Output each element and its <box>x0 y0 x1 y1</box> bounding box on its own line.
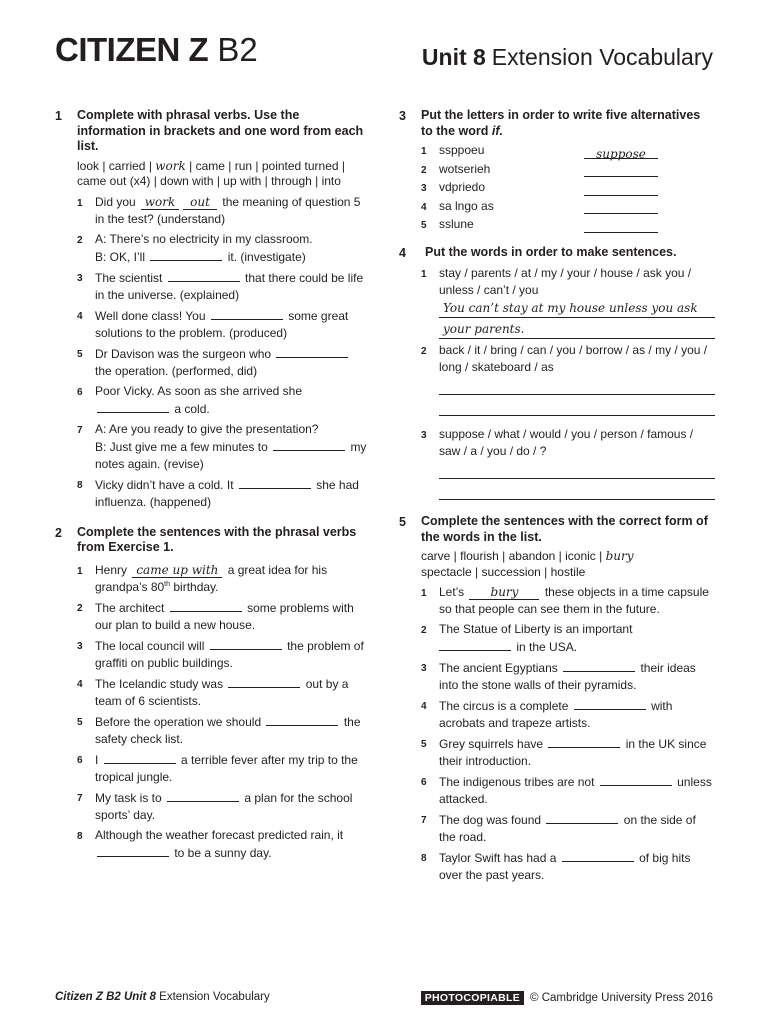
item-text: Well done class! You <box>95 308 206 323</box>
word-prompt: stay / parents / at / my / your / house / ask you / unless / can’t / you <box>439 266 692 297</box>
item-number: 8 <box>421 853 427 864</box>
item-text: Let’s <box>439 585 465 599</box>
item-text: the meaning of question 5 in the test? (understand) <box>95 194 361 226</box>
exercise-3 <box>399 108 715 233</box>
exercise-4 <box>399 245 715 501</box>
list-item <box>77 476 367 511</box>
item-text: Although the weather forecast predicted rain, it <box>95 827 344 842</box>
item-number: 1 <box>421 269 427 280</box>
exercise-title-text: Put the letters in order to write five alternatives to the word <box>421 108 701 138</box>
exercise-number: 3 <box>399 109 406 123</box>
item-text: the operation. (performed, did) <box>95 363 258 378</box>
list-item <box>421 142 715 159</box>
item-text: some problems with our plan to build a new house. <box>95 600 354 632</box>
list-item <box>421 811 715 846</box>
item-number: 7 <box>421 815 427 826</box>
exercise-title: Complete the sentences with the correct form of the words in the list. <box>421 514 708 544</box>
scrambled-word: sslune <box>439 217 474 231</box>
exercise-title: Put the words in order to make sentences. <box>425 244 677 259</box>
list-item <box>421 735 715 770</box>
answer-field[interactable] <box>584 201 658 214</box>
answer-blank[interactable] <box>574 697 646 710</box>
answer-field[interactable]: work <box>141 196 179 210</box>
list-item <box>421 697 715 732</box>
answer-field[interactable]: suppose <box>584 146 658 159</box>
item-text: in the UK since their introduction. <box>439 737 707 768</box>
item-text: My task is to <box>95 790 162 805</box>
exercise-2 <box>55 525 367 862</box>
item-number: 2 <box>421 164 427 176</box>
item-text: out by a team of 6 scientists. <box>95 676 349 708</box>
item-number: 1 <box>77 197 83 209</box>
answer-blank[interactable] <box>150 248 222 261</box>
item-number: 3 <box>77 272 83 284</box>
item-text: a great idea for his grandpa’s 80 <box>95 562 328 594</box>
scrambled-word: wotserieh <box>439 161 491 176</box>
list-item <box>421 198 715 215</box>
item-text: Dr Davison was the surgeon who <box>95 346 272 361</box>
left-column <box>55 108 367 872</box>
word-list-used-word: work <box>155 158 186 173</box>
answer-blank[interactable] <box>266 713 338 726</box>
footer-right <box>421 991 713 1005</box>
item-number: 2 <box>77 602 83 614</box>
word-prompt: suppose / what / would / you / person / famous / saw / a / you / do / ? <box>439 427 694 458</box>
exercise-number: 1 <box>55 109 62 123</box>
item-text: the safety check list. <box>95 714 361 746</box>
item-text: some great solutions to the problem. (produced) <box>95 308 349 340</box>
item-text: Henry <box>95 562 128 577</box>
item-text: their ideas into the stone walls of their pyramids. <box>439 661 696 692</box>
list-item <box>77 194 367 228</box>
item-text: my notes again. (revise) <box>95 439 367 471</box>
item-number: 7 <box>77 792 83 804</box>
unit-heading <box>422 42 713 72</box>
item-number: 6 <box>77 754 83 766</box>
word-list-used-word: bury <box>605 549 634 563</box>
answer-line[interactable] <box>439 460 715 479</box>
item-text: Poor Vicky. As soon as she arrived she <box>95 383 302 398</box>
answer-blank[interactable] <box>211 307 283 320</box>
item-number: 2 <box>77 234 83 246</box>
item-text: on the side of the road. <box>439 813 696 844</box>
item-text: The Icelandic study was <box>95 676 224 691</box>
list-item <box>77 713 367 748</box>
scrambled-word: sa lngo as <box>439 198 494 213</box>
item-text: The architect <box>95 600 165 615</box>
answer-line[interactable] <box>439 481 715 500</box>
item-text: The indigenous tribes are not <box>439 775 595 789</box>
item-text: of big hits over the past years. <box>439 851 691 882</box>
word-list <box>421 549 715 580</box>
answer-field[interactable]: came up with <box>132 564 222 578</box>
answer-blank[interactable] <box>239 476 311 489</box>
list-item <box>421 621 715 656</box>
item-text: unless attacked. <box>439 775 712 806</box>
item-text: the problem of graffiti on public buildings. <box>95 638 364 670</box>
superscript: th <box>164 580 171 588</box>
exercise-1 <box>55 108 367 511</box>
answer-field[interactable] <box>584 183 658 196</box>
item-text: The ancient Egyptians <box>439 661 558 675</box>
answer-blank[interactable] <box>97 400 169 413</box>
item-number: 6 <box>77 386 83 398</box>
answer-blank[interactable] <box>600 773 672 786</box>
word-list <box>77 159 367 190</box>
item-number: 2 <box>421 625 427 636</box>
item-number: 1 <box>421 146 427 157</box>
item-text: The circus is a complete <box>439 699 569 713</box>
exercise-5 <box>399 514 715 884</box>
answer-line[interactable]: your parents. <box>439 320 715 339</box>
list-item <box>421 161 715 178</box>
answer-blank[interactable] <box>546 811 618 824</box>
exercise-number: 5 <box>399 515 406 529</box>
item-number: 1 <box>77 565 83 577</box>
item-number: 4 <box>77 678 83 690</box>
item-text: Did you <box>95 194 136 209</box>
list-item <box>77 637 367 672</box>
item-number: 4 <box>421 201 427 213</box>
item-text: The dog was found <box>439 813 542 827</box>
exercise-number: 4 <box>399 245 406 260</box>
list-item <box>77 383 367 418</box>
item-text: a terrible fever after my trip to the tropical jungle. <box>95 752 358 784</box>
list-item <box>421 342 715 416</box>
item-text: to be a sunny day. <box>174 845 272 860</box>
item-text: with acrobats and trapeze artists. <box>439 699 673 730</box>
footer-book-unit: Citizen Z B2 Unit 8 <box>55 991 156 1003</box>
word-list-part: spectacle | succession | hostile <box>421 564 586 579</box>
word-list-part: | came | run | pointed turned | came out (x4) | down with | up with | through | into <box>77 158 346 188</box>
answer-field[interactable] <box>584 164 658 177</box>
answer-field[interactable] <box>584 220 658 233</box>
list-item <box>77 231 367 266</box>
item-text: I <box>95 752 99 767</box>
scrambled-word: vdpriedo <box>439 180 486 194</box>
exercise-number: 2 <box>55 525 62 540</box>
item-number: 5 <box>77 716 83 728</box>
answer-blank[interactable] <box>276 345 348 358</box>
list-item <box>421 584 715 618</box>
list-item <box>421 659 715 694</box>
answer-blank[interactable] <box>210 637 282 650</box>
footer-left <box>55 991 270 1003</box>
list-item <box>77 345 367 380</box>
list-item <box>421 179 715 196</box>
item-text: B: Just give me a few minutes to <box>95 439 268 454</box>
item-text: it. (investigate) <box>227 249 306 264</box>
exercise-title: Complete with phrasal verbs. Use the information in brackets and one word from each list. <box>77 108 364 153</box>
item-text: in the USA. <box>516 640 578 654</box>
item-number: 5 <box>77 348 83 360</box>
item-number: 5 <box>421 739 427 750</box>
unit-title: Extension Vocabulary <box>491 44 713 70</box>
brand-level: B2 <box>217 31 258 68</box>
scrambled-word: ssppoeu <box>439 143 485 157</box>
copyright-text: © Cambridge University Press 2016 <box>530 992 713 1004</box>
answer-line[interactable]: You can’t stay at my house unless you ask <box>439 299 715 318</box>
item-text: she had influenza. (happened) <box>95 477 359 509</box>
item-text: The scientist <box>95 270 163 285</box>
answer-field[interactable]: bury <box>469 586 539 600</box>
item-text: A: Are you ready to give the presentation? <box>95 421 319 436</box>
answer-blank[interactable] <box>167 789 239 802</box>
item-text: Grey squirrels have <box>439 737 544 751</box>
answer-field[interactable]: out <box>183 196 217 210</box>
answer-blank[interactable] <box>273 438 345 451</box>
unit-label: Unit 8 <box>421 44 486 70</box>
item-text: Before the operation we should <box>95 714 262 729</box>
footer-section: Extension Vocabulary <box>159 991 270 1003</box>
list-item <box>77 307 367 342</box>
list-item <box>77 421 367 473</box>
list-item <box>77 751 367 786</box>
item-text: a plan for the school sports’ day. <box>95 790 353 822</box>
item-number: 4 <box>77 310 83 322</box>
item-number: 8 <box>77 830 83 842</box>
item-number: 7 <box>77 424 83 436</box>
answer-blank[interactable] <box>562 849 634 862</box>
list-item <box>77 675 367 710</box>
photocopiable-badge: PHOTOCOPIABLE <box>421 991 524 1005</box>
answer-blank[interactable] <box>563 659 635 672</box>
list-item <box>421 849 715 884</box>
item-text: The Statue of Liberty is an important <box>439 622 633 636</box>
item-text: The local council will <box>95 638 205 653</box>
list-item <box>77 789 367 824</box>
answer-line[interactable] <box>439 376 715 395</box>
answer-blank[interactable] <box>228 675 300 688</box>
brand-name: CITIZEN Z <box>55 31 209 68</box>
item-text: A: There’s no electricity in my classroom. <box>95 231 313 246</box>
list-item <box>421 426 715 500</box>
brand-title <box>55 30 258 70</box>
word-list-part: look | carried | <box>77 158 152 173</box>
item-number: 3 <box>77 640 83 652</box>
item-number: 6 <box>421 777 427 788</box>
answer-blank[interactable] <box>439 638 511 651</box>
answer-blank[interactable] <box>170 599 242 612</box>
exercise-title-word: if. <box>491 123 503 138</box>
answer-line[interactable] <box>439 397 715 416</box>
answer-blank[interactable] <box>168 269 240 282</box>
item-text: birthday. <box>173 579 219 594</box>
item-number: 3 <box>421 183 427 194</box>
exercise-title: Complete the sentences with the phrasal verbs from Exercise 1. <box>77 524 357 554</box>
list-item <box>77 599 367 634</box>
item-text: Taylor Swift has had a <box>439 851 557 865</box>
list-item <box>421 773 715 808</box>
list-item <box>421 265 715 339</box>
item-number: 2 <box>421 346 427 357</box>
word-list-part: carve | flourish | abandon | iconic | <box>421 549 603 563</box>
item-number: 5 <box>421 220 427 231</box>
item-number: 1 <box>421 588 427 599</box>
item-text: B: OK, I’ll <box>95 249 146 264</box>
item-number: 4 <box>421 701 427 712</box>
item-text: a cold. <box>174 401 210 416</box>
list-item <box>77 827 367 862</box>
answer-blank[interactable] <box>104 751 176 764</box>
item-text: these objects in a time capsule so that people can see them in the future. <box>439 585 709 616</box>
list-item <box>421 216 715 233</box>
word-prompt: back / it / bring / can / you / borrow / as / my / you / long / skateboard / as <box>439 343 708 374</box>
item-number: 3 <box>421 663 427 674</box>
exercise-title <box>421 108 715 139</box>
answer-blank[interactable] <box>97 844 169 857</box>
answer-blank[interactable] <box>548 735 620 748</box>
list-item <box>77 269 367 304</box>
item-text: Vicky didn’t have a cold. It <box>95 477 234 492</box>
item-number: 3 <box>421 430 427 441</box>
item-number: 8 <box>77 479 83 491</box>
list-item <box>77 562 367 596</box>
right-column <box>399 108 715 894</box>
item-text: that there could be life in the universe. (explained) <box>95 270 364 302</box>
